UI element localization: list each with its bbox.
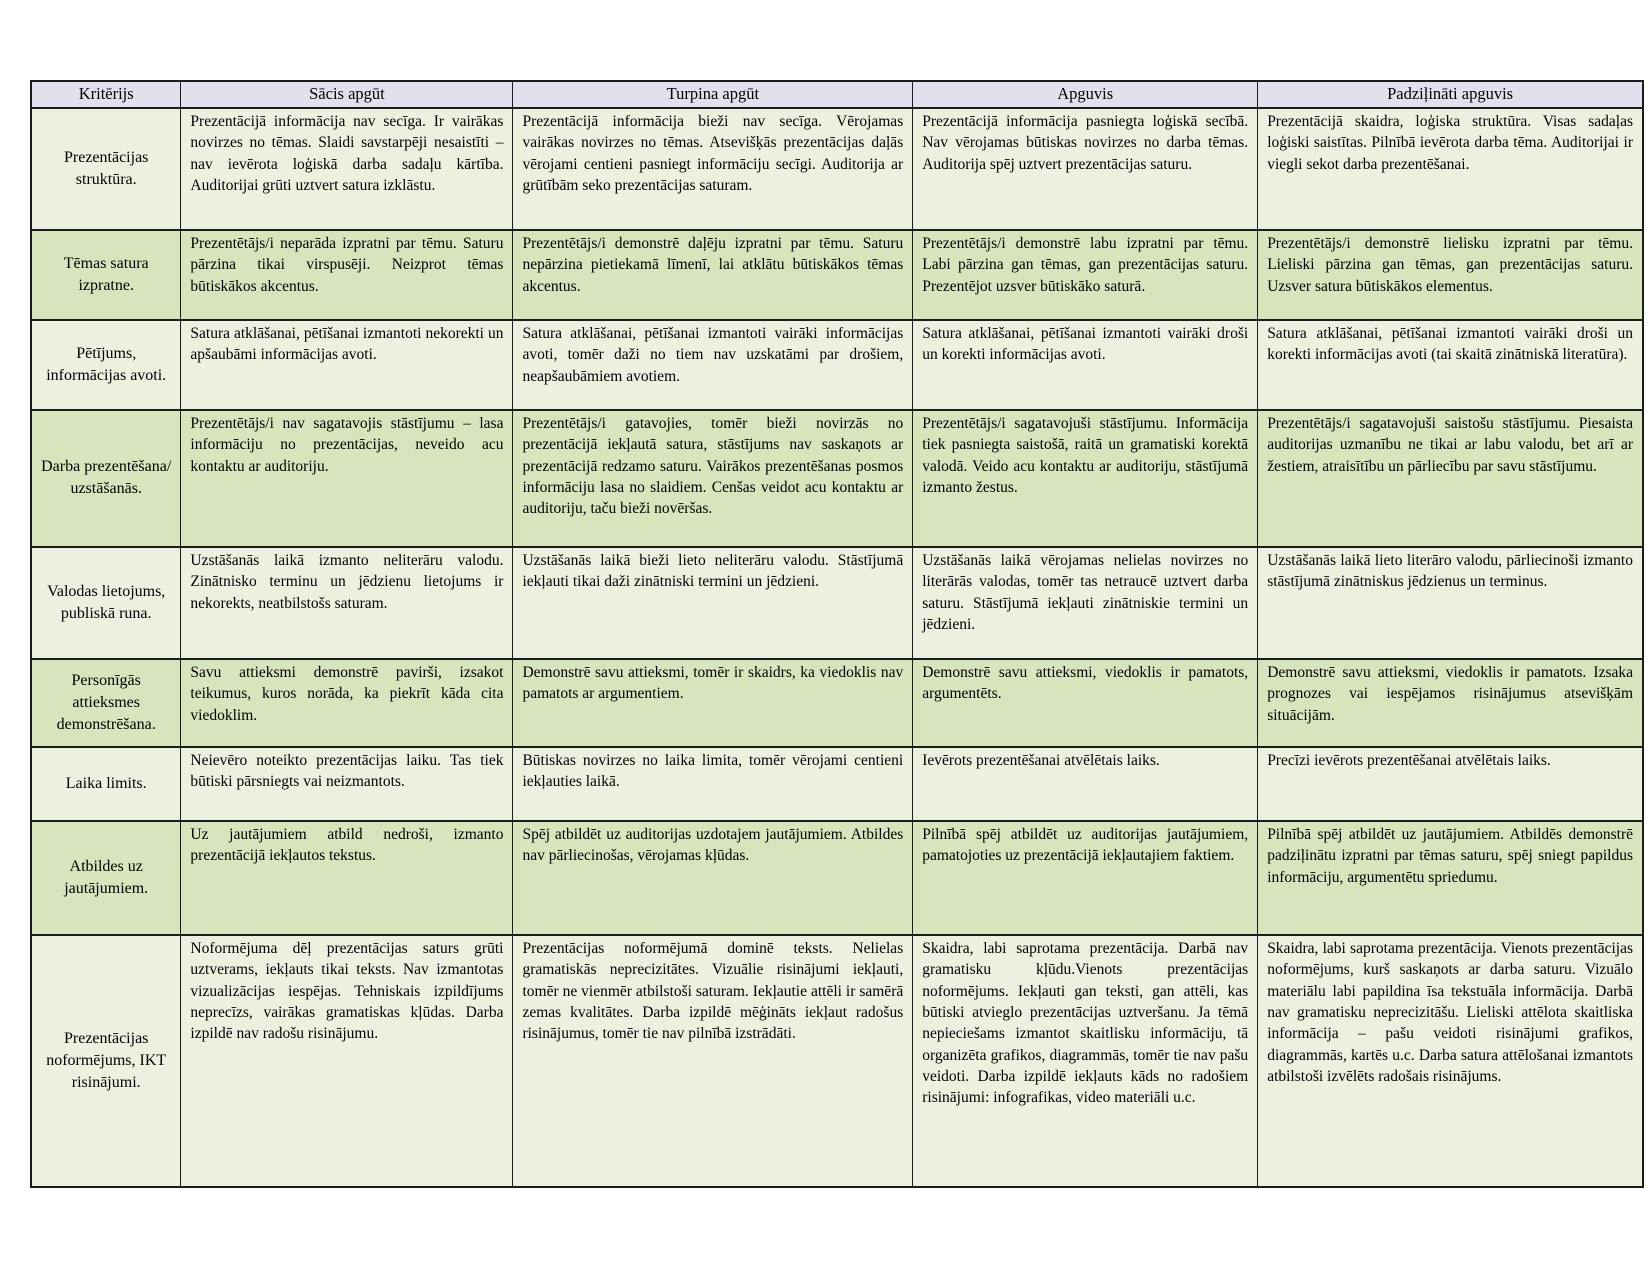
rubric-cell: Satura atklāšanai, pētīšanai izmantoti nekorekti un apšaubāmi informācijas avoti. — [181, 320, 513, 410]
rubric-cell: Neievēro noteikto prezentācijas laiku. Tas tiek būtiski pārsniegts vai neizmantots. — [181, 747, 513, 821]
rubric-cell: Demonstrē savu attieksmi, tomēr ir skaidrs, ka viedoklis nav pamatots ar argumentiem. — [513, 659, 913, 747]
table-row — [31, 747, 1643, 821]
column-header-level-2: Turpina apgūt — [513, 81, 913, 108]
rubric-cell: Skaidra, labi saprotama prezentācija. Vienots prezentācijas noformējums, kurš saskaņots ar darba saturu. Vizuālo materiālu labi papildina īsa tekstuāla informācija. Darbā nav gramatisku neprecizitāšu. Lieliski attēlota skaitliska informācija – pašu veidoti risinājumi grafikos, diagrammās, kartēs u.c. Darba satura attēlošanai izmantots atbilstoši izvēlēts radošais risinājums. — [1258, 935, 1643, 1187]
rubric-cell: Satura atklāšanai, pētīšanai izmantoti vairāki droši un korekti informācijas avoti (tai skaitā zinātniskā literatūra). — [1258, 320, 1643, 410]
rubric-cell: Prezentētājs/i sagatavojuši saistošu stāstījumu. Piesaista auditorijas uzmanību ne tikai ar labu valodu, bet arī ar žestiem, atraisītību un pārliecību par savu stāstījumu. — [1258, 410, 1643, 547]
rubric-cell: Satura atklāšanai, pētīšanai izmantoti vairāki droši un korekti informācijas avoti. — [913, 320, 1258, 410]
rubric-cell: Prezentācijā informācija nav secīga. Ir vairākas novirzes no tēmas. Slaidi savstarpēji nesaistīti – nav ievērota loģiskā darba sadaļu kārtība. Auditorijai grūti uztvert satura izklāstu. — [181, 108, 513, 230]
rubric-cell: Uzstāšanās laikā bieži lieto neliterāru valodu. Stāstījumā iekļauti tikai daži zinātniski termini un jēdzieni. — [513, 547, 913, 659]
rubric-cell: Prezentētājs/i gatavojies, tomēr bieži novirzās no prezentācijā iekļautā satura, stāstījums nav saskaņots ar prezentācijā redzamo saturu. Vairākos prezentēšanas posmos informāciju lasa no slaidiem. Cenšas veidot acu kontaktu ar auditoriju, taču bieži novēršas. — [513, 410, 913, 547]
rubric-cell: Pilnībā spēj atbildēt uz jautājumiem. Atbildēs demonstrē padziļinātu izpratni par tēmas saturu, spēj sniegt papildus informāciju, argumentētu spriedumu. — [1258, 821, 1643, 935]
table-row — [31, 659, 1643, 747]
criterion-cell: Prezentācijas struktūra. — [31, 108, 181, 230]
criterion-cell: Tēmas satura izpratne. — [31, 230, 181, 320]
table-row — [31, 108, 1643, 230]
rubric-cell: Prezentācijā skaidra, loģiska struktūra. Visas sadaļas loģiski saistītas. Pilnībā ievērota darba tēma. Auditorijai ir viegli sekot darba prezentēšanai. — [1258, 108, 1643, 230]
rubric-table — [30, 80, 1644, 1188]
rubric-cell: Savu attieksmi demonstrē pavirši, izsakot teikumus, kuros norāda, ka piekrīt kāda cita viedoklim. — [181, 659, 513, 747]
table-row — [31, 821, 1643, 935]
rubric-cell: Uzstāšanās laikā vērojamas nelielas novirzes no literārās valodas, tomēr tas netraucē uztvert darba saturu. Stāstījumā iekļauti zinātniskie termini un jēdzieni. — [913, 547, 1258, 659]
table-row — [31, 230, 1643, 320]
rubric-cell: Prezentācijā informācija bieži nav secīga. Vērojamas vairākas novirzes no tēmas. Atsevišķās prezentācijas daļās vērojami centieni pasniegt informāciju secīgi. Auditorija ar grūtībām seko prezentācijas saturam. — [513, 108, 913, 230]
rubric-cell: Prezentētājs/i demonstrē lielisku izpratni par tēmu. Lieliski pārzina gan tēmas, gan prezentācijas saturu. Uzsver satura būtiskākos elementus. — [1258, 230, 1643, 320]
rubric-cell: Prezentētājs/i nav sagatavojis stāstījumu – lasa informāciju no prezentācijas, neveido acu kontaktu ar auditoriju. — [181, 410, 513, 547]
rubric-cell: Satura atklāšanai, pētīšanai izmantoti vairāki informācijas avoti, tomēr daži no tiem nav uzskatāmi par drošiem, neapšaubāmiem avotiem. — [513, 320, 913, 410]
rubric-cell: Uzstāšanās laikā izmanto neliterāru valodu. Zinātnisko terminu un jēdzienu lietojums ir nekorekts, neatbilstošs saturam. — [181, 547, 513, 659]
rubric-cell: Prezentētājs/i demonstrē labu izpratni par tēmu. Labi pārzina gan tēmas, gan prezentācijas saturu. Prezentējot uzsver būtiskāko saturā. — [913, 230, 1258, 320]
rubric-cell: Prezentētājs/i demonstrē daļēju izpratni par tēmu. Saturu nepārzina pietiekamā līmenī, lai atklātu būtiskākos tēmas akcentus. — [513, 230, 913, 320]
rubric-cell: Precīzi ievērots prezentēšanai atvēlētais laiks. — [1258, 747, 1643, 821]
rubric-cell: Spēj atbildēt uz auditorijas uzdotajem jautājumiem. Atbildes nav pārliecinošas, vērojamas kļūdas. — [513, 821, 913, 935]
rubric-cell: Pilnībā spēj atbildēt uz auditorijas jautājumiem, pamatojoties uz prezentācijā iekļautajiem faktiem. — [913, 821, 1258, 935]
criterion-cell: Pētījums, informācijas avoti. — [31, 320, 181, 410]
rubric-cell: Skaidra, labi saprotama prezentācija. Darbā nav gramatisku kļūdu.Vienots prezentācijas noformējums. Iekļauti gan teksti, gan attēli, kas būtiski atvieglo prezentācijas uztveršanu. Ja tēmā nepieciešams izmantot skaitlisku informāciju, tā organizēta grafikos, diagrammās, tomēr tie nav pašu veidoti. Darba izpildē iekļauts kāds no radošiem risinājumi: infografikas, video materiāli u.c. — [913, 935, 1258, 1187]
column-header-level-3: Apguvis — [913, 81, 1258, 108]
table-row — [31, 410, 1643, 547]
criterion-cell: Valodas lietojums, publiskā runa. — [31, 547, 181, 659]
rubric-cell: Prezentētājs/i neparāda izpratni par tēmu. Saturu pārzina tikai virspusēji. Neizprot tēmas būtiskākos akcentus. — [181, 230, 513, 320]
column-header-level-1: Sācis apgūt — [181, 81, 513, 108]
rubric-cell: Demonstrē savu attieksmi, viedoklis ir pamatots. Izsaka prognozes vai iespējamos risinājumus atsevišķām situācijām. — [1258, 659, 1643, 747]
table-row — [31, 547, 1643, 659]
rubric-cell: Uz jautājumiem atbild nedroši, izmanto prezentācijā iekļautos tekstus. — [181, 821, 513, 935]
rubric-cell: Prezentācijā informācija pasniegta loģiskā secībā. Nav vērojamas būtiskas novirzes no darba tēmas. Auditorija spēj uztvert prezentācijas saturu. — [913, 108, 1258, 230]
criterion-cell: Personīgās attieksmes demonstrēšana. — [31, 659, 181, 747]
table-header-row — [31, 81, 1643, 108]
criterion-cell: Darba prezentēšana/ uzstāšanās. — [31, 410, 181, 547]
table-row — [31, 935, 1643, 1187]
rubric-cell: Prezentētājs/i sagatavojuši stāstījumu. Informācija tiek pasniegta saistošā, raitā un gramatiski korektā valodā. Veido acu kontaktu ar auditoriju, stāstījumā izmanto žestus. — [913, 410, 1258, 547]
criterion-cell: Prezentācijas noformējums, IKT risinājumi. — [31, 935, 181, 1187]
rubric-cell: Demonstrē savu attieksmi, viedoklis ir pamatots, argumentēts. — [913, 659, 1258, 747]
criterion-cell: Laika limits. — [31, 747, 181, 821]
column-header-criterion: Kritērijs — [31, 81, 181, 108]
rubric-cell: Noformējuma dēļ prezentācijas saturs grūti uztverams, iekļauts tikai teksts. Nav izmantotas vizualizācijas iespējas. Tehniskais izpildījums neprecīzs, vairākas gramatiskas kļūdas. Darba izpildē nav radošu risinājumu. — [181, 935, 513, 1187]
column-header-level-4: Padziļināti apguvis — [1258, 81, 1643, 108]
table-row — [31, 320, 1643, 410]
criterion-cell: Atbildes uz jautājumiem. — [31, 821, 181, 935]
rubric-cell: Būtiskas novirzes no laika limita, tomēr vērojami centieni iekļauties laikā. — [513, 747, 913, 821]
rubric-cell: Prezentācijas noformējumā dominē teksts. Nelielas gramatiskās neprecizitātes. Vizuālie risinājumi iekļauti, tomēr ne vienmēr atbilstoši saturam. Iekļautie attēli ir samērā zemas kvalitātes. Darba izpildē mēģināts iekļaut radošus risinājumus, tomēr tie nav pilnībā izstrādāti. — [513, 935, 913, 1187]
rubric-cell: Uzstāšanās laikā lieto literāro valodu, pārliecinoši izmanto stāstījumā zinātniskus jēdzienus un terminus. — [1258, 547, 1643, 659]
rubric-cell: Ievērots prezentēšanai atvēlētais laiks. — [913, 747, 1258, 821]
